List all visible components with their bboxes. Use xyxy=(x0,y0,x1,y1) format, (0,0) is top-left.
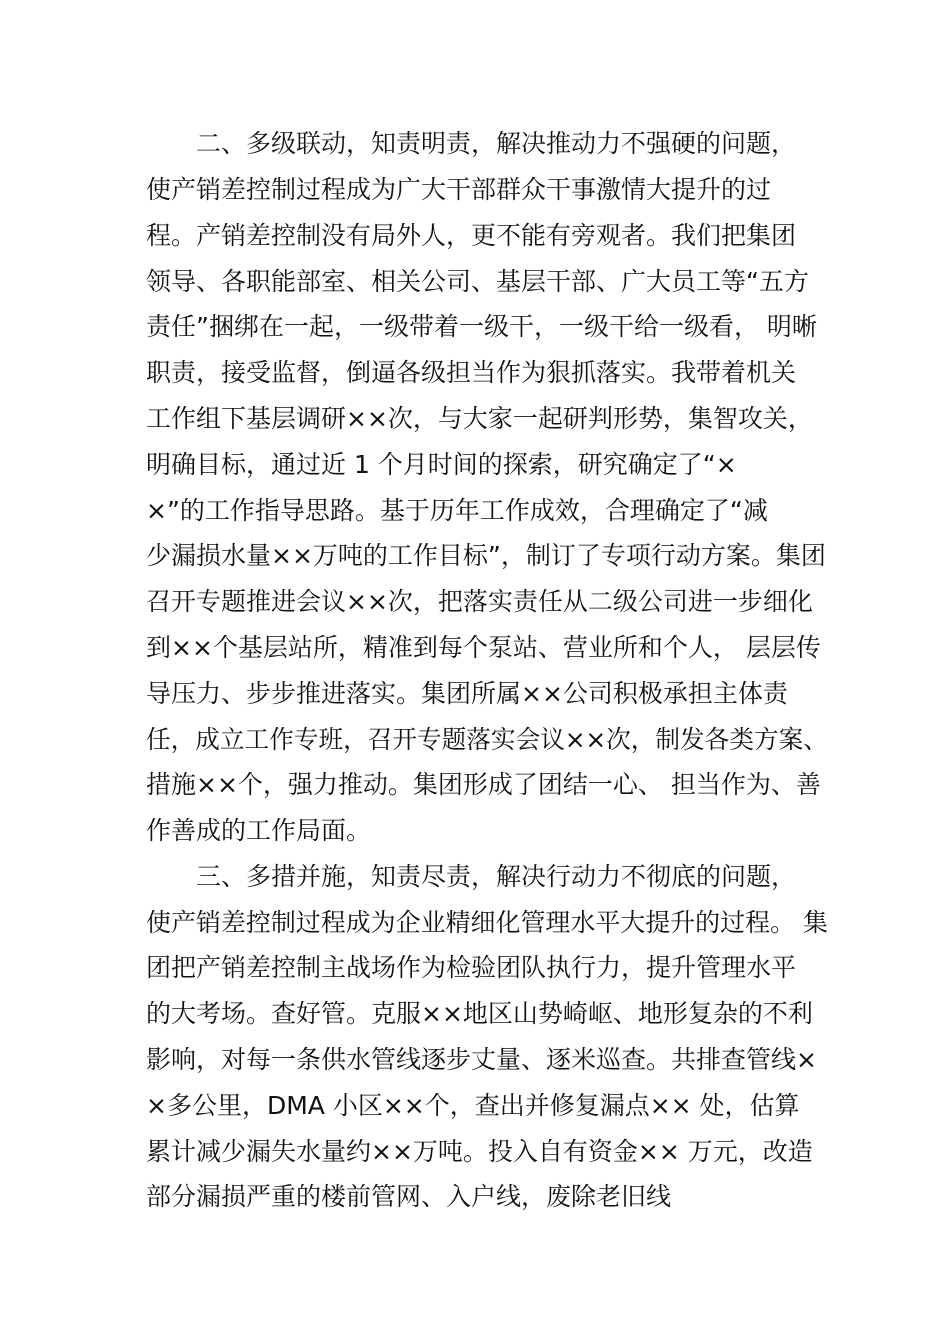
text-line: 少漏损水量××万吨的工作目标”，制订了专项行动方案。集团 xyxy=(146,541,826,570)
text-line: 任，成立工作专班，召开专题落实会议××次，制发各类方案、 xyxy=(146,725,828,754)
text-line: 部分漏损严重的楼前管网、入户线，废除老旧线 xyxy=(146,1182,672,1211)
text-line: 明确目标，通过近 1 个月时间的探索，研究确定了“× xyxy=(146,450,737,479)
text-line: 的大考场。查好管。克服××地区山势崎岖、地形复杂的不利 xyxy=(146,999,813,1028)
text-line: 影响，对每一条供水管线逐步丈量、逐米巡查。共排查管线× xyxy=(146,1045,817,1074)
text-line: ×”的工作指导思路。基于历年工作成效，合理确定了“减 xyxy=(146,496,768,525)
text-line: 责任”捆绑在一起，一级带着一级干，一级干给一级看， 明晰 xyxy=(146,312,817,341)
text-line: 累计减少漏失水量约××万吨。投入自有资金×× 万元，改造 xyxy=(146,1137,813,1166)
text-line: 工作组下基层调研××次，与大家一起研判形势，集智攻关， xyxy=(146,404,813,433)
text-line: 措施××个，强力推动。集团形成了团结一心、 担当作为、善 xyxy=(146,770,821,799)
text-line: 程。产销差控制没有局外人，更不能有旁观者。我们把集团 xyxy=(146,221,797,250)
paragraph-2-heading-line: 二、多级联动，知责明责，解决推动力不强硬的问题， xyxy=(196,129,797,158)
text-line: 召开专题推进会议××次，把落实责任从二级公司进一步细化 xyxy=(146,587,813,616)
text-line: 作善成的工作局面。 xyxy=(146,816,372,845)
text-line: ×多公里，DMA 小区××个，查出并修复漏点×× 处，估算 xyxy=(146,1091,800,1120)
text-line: 职责，接受监督，倒逼各级担当作为狠抓落实。我带着机关 xyxy=(146,358,797,387)
text-line: 导压力、步步推进落实。集团所属××公司积极承担主体责 xyxy=(146,679,788,708)
text-line: 使产销差控制过程成为广大干部群众干事激情大提升的过 xyxy=(146,175,772,204)
text-line: 团把产销差控制主战场作为检验团队执行力，提升管理水平 xyxy=(146,953,797,982)
text-line: 领导、各职能部室、相关公司、基层干部、广大员工等“五方 xyxy=(146,267,809,296)
text-line: 到××个基层站所，精准到每个泵站、营业所和个人， 层层传 xyxy=(146,633,821,662)
text-line: 使产销差控制过程成为企业精细化管理水平大提升的过程。 集 xyxy=(146,908,828,937)
paragraph-3-heading-line: 三、多措并施，知责尽责，解决行动力不彻底的问题， xyxy=(196,862,797,891)
